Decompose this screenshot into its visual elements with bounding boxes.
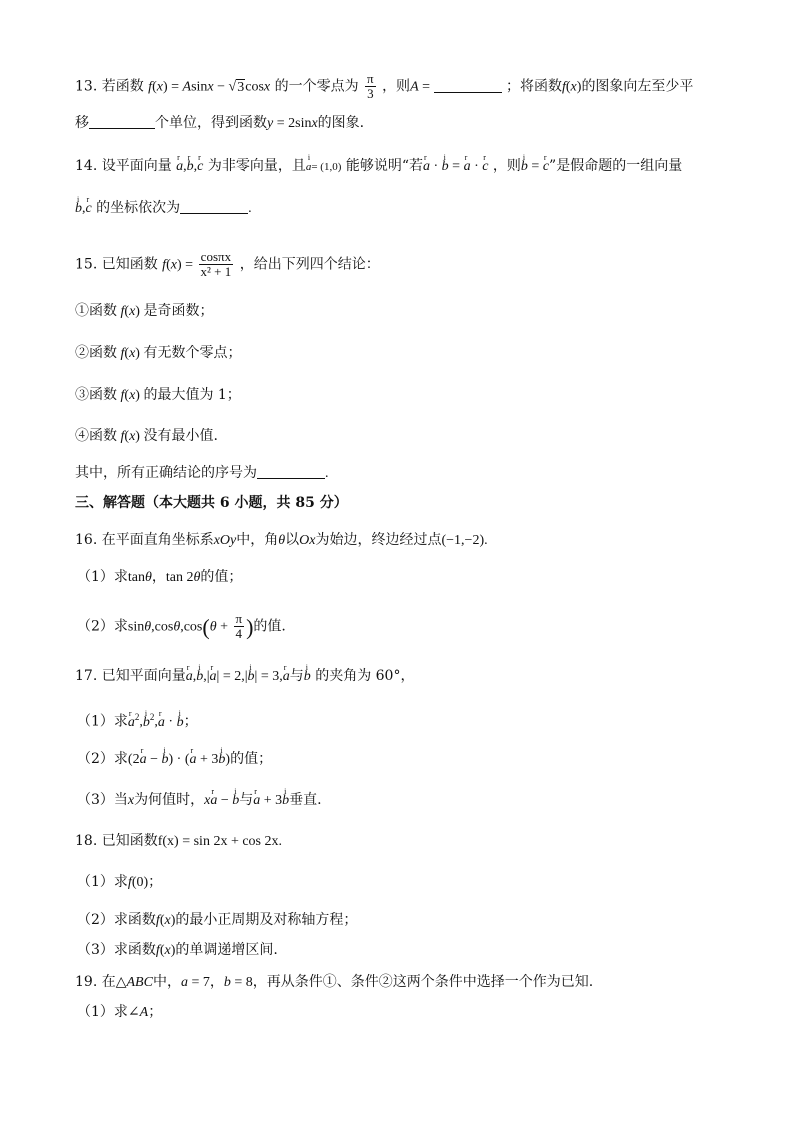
- conclusion-1: ①函数 f(x) 是奇函数；: [75, 303, 214, 319]
- text: 在平面直角坐标系: [101, 532, 214, 548]
- text: 中，角: [236, 532, 279, 548]
- answer-blank[interactable]: [434, 78, 502, 93]
- text: 已知平面向量: [101, 668, 186, 684]
- text: 移: [75, 115, 89, 131]
- text: 的图象.: [317, 115, 365, 131]
- question-17-part-1: （1）求r $a^2,i$ $b^2,r$ a · i b；: [77, 708, 198, 732]
- conclusion-3: ③函数 f(x) 的最大值为 1；: [75, 387, 241, 403]
- conclusion-2: ②函数 f(x) 有无数个零点；: [75, 345, 242, 361]
- question-13-line-2: 移 个单位，得到函数y = 2sinx的图象.: [75, 115, 365, 131]
- text: ，则: [492, 158, 521, 174]
- text: 与: [289, 668, 304, 684]
- question-number: 14.: [75, 158, 98, 174]
- text: 若函数: [101, 78, 144, 95]
- question-16-part-2: （2）求sinθ,cosθ,cos(θ + $\frac{\pi}{4}$ )的值.: [77, 611, 286, 641]
- question-17-line-1: 17. 已知平面向量r a,i b,|r a| = 2,|i b| = 3,r a与i b 的夹角为 60°，: [75, 667, 414, 686]
- question-number: 19.: [75, 974, 98, 990]
- conclusion-4: ④函数 f(x) 没有最小值.: [75, 428, 218, 444]
- fraction: $\frac{\cos\pi x}{\text{x² + 1}}$: [200, 249, 232, 279]
- answer-blank[interactable]: [89, 114, 155, 129]
- text: ”是假命题的一组向量: [549, 158, 683, 174]
- question-19-part-1: （1）求∠A；: [77, 1004, 163, 1020]
- question-18-line-1: 18. 已知函数f(x) = sin 2x + cos 2x.: [75, 833, 282, 849]
- conclusion-prompt: 其中，所有正确结论的序号为 .: [75, 465, 329, 481]
- text: ，再从条件①、条件②这两个条件中选择一个作为已知.: [252, 974, 594, 990]
- question-14-line-2: i b,r c 的坐标依次为 .: [75, 199, 252, 218]
- text: 设平面向量: [101, 158, 172, 174]
- question-16-part-1: （1）求tanθ，tan 2θ的值；: [77, 569, 243, 585]
- text: 的一个零点为: [274, 78, 359, 95]
- text: ，则: [382, 78, 411, 95]
- text: 个单位，得到函数: [155, 115, 267, 131]
- question-number: 15.: [75, 256, 98, 273]
- question-17-part-2: （2）求(2r a − i b) · (r a + 3i b)的值；: [77, 750, 272, 769]
- section-heading: 三、解答题（本大题共 6 小题，共 85 分）: [75, 495, 348, 511]
- answer-blank[interactable]: [257, 464, 325, 479]
- text: 在△: [101, 974, 127, 990]
- text: ；将函数: [505, 78, 562, 95]
- question-18-part-3: （3）求函数f(x)的单调递增区间.: [77, 942, 278, 958]
- question-18-part-1: （1）求f(0)；: [77, 874, 163, 890]
- text: 中，: [152, 974, 181, 990]
- math-expr: (−1,−2): [441, 533, 485, 548]
- text: 为始边，终边经过点: [315, 532, 442, 548]
- text: 以: [285, 532, 300, 548]
- question-15-line-1: 15. 已知函数 f(x) = $\frac{\cos\pi x}{\text{x² + 1}}$ ，给出下列四个结论：: [75, 249, 380, 279]
- text: 能够说明“若: [345, 158, 423, 174]
- math-expr: f: [148, 79, 153, 95]
- text: 已知函数: [101, 256, 158, 273]
- question-number: 13.: [75, 78, 98, 95]
- text: 其中，所有正确结论的序号为: [75, 465, 257, 481]
- question-18-part-2: （2）求函数f(x)的最小正周期及对称轴方程；: [77, 912, 358, 928]
- math-expr: = (1,0): [311, 161, 342, 173]
- text: 的图象向左至少平: [581, 78, 694, 95]
- answer-blank[interactable]: [180, 199, 248, 214]
- math-expr: f(x) = sin 2x + cos 2x: [157, 834, 279, 849]
- question-13-line-1: 13. 若函数 f(x) = Asinx − √3cosx 的一个零点为 $\frac{\pi}{3}$ ，则A = ；将函数f(x)的图象向左至少平: [75, 71, 694, 101]
- text: 的夹角为 60°，: [315, 668, 415, 684]
- question-number: 16.: [75, 532, 98, 548]
- question-17-part-3: （3）当x为何值时，xr a − i b与r a + 3i b垂直.: [77, 791, 322, 810]
- question-number: 18.: [75, 833, 98, 849]
- text: ，: [209, 974, 224, 990]
- text: ，给出下列四个结论：: [239, 256, 380, 273]
- fraction: $\frac{\pi}{3}$: [367, 71, 374, 101]
- question-16-line-1: 16. 在平面直角坐标系xOy中，角θ以Ox为始边，终边经过点(−1,−2).: [75, 532, 488, 548]
- question-number: 17.: [75, 668, 98, 684]
- text: 为非零向量，且: [207, 158, 306, 174]
- question-14-line-1: 14. 设平面向量 r a,r b,r c 为非零向量，且i a= (1,0) 能够说明“若r a · i b = r a · r c ，则i b = r c”是假命题的一组向量: [75, 157, 682, 176]
- question-19-line-1: 19. 在△ABC中，a = 7，b = 8，再从条件①、条件②这两个条件中选择一个作为已知.: [75, 974, 594, 990]
- text: 的坐标依次为: [96, 200, 181, 216]
- text: 已知函数: [101, 833, 158, 849]
